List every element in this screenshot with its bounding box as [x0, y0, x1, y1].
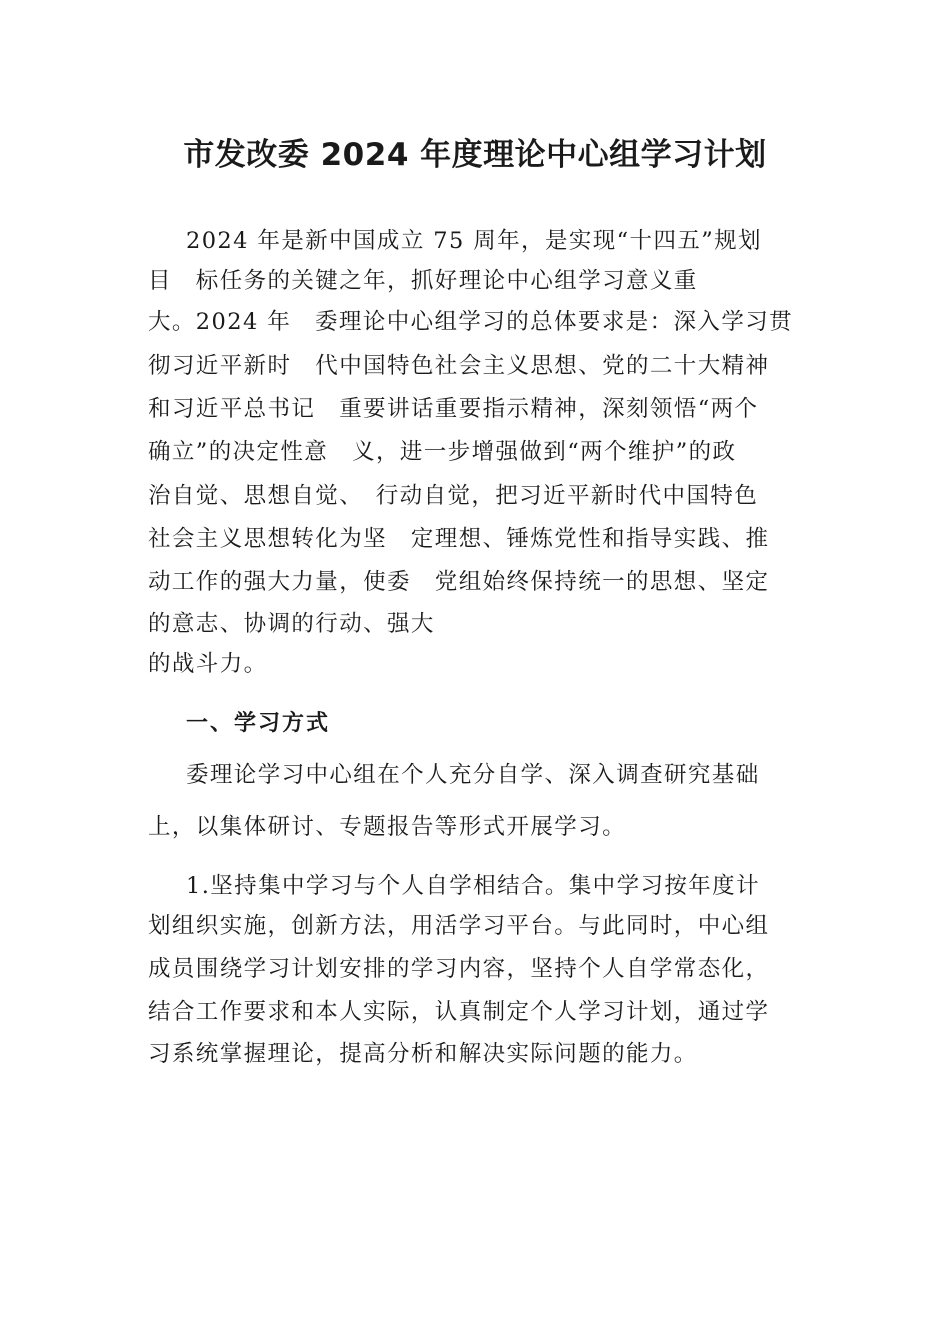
paragraph-line: 1.坚持集中学习与个人自学相结合。集中学习按年度计 [186, 873, 760, 899]
paragraph-line: 成员围绕学习计划安排的学习内容，坚持个人自学常态化， [148, 956, 770, 982]
paragraph-line: 习系统掌握理论，提高分析和解决实际问题的能力。 [148, 1041, 698, 1067]
intro-line: 社会主义思想转化为坚 定理想、锤炼党性和指导实践、推 [148, 526, 770, 552]
intro-line: 大。2024 年 委理论中心组学习的总体要求是：深入学习贯 [148, 309, 794, 335]
intro-line: 的意志、协调的行动、强大 [148, 611, 435, 637]
intro-line: 的战斗力。 [148, 651, 268, 677]
intro-line: 2024 年是新中国成立 75 周年，是实现“十四五”规划 [186, 228, 762, 254]
intro-line: 和习近平总书记 重要讲话重要指示精神，深刻领悟“两个 [148, 396, 759, 422]
paragraph-line: 委理论学习中心组在个人充分自学、深入调查研究基础 [186, 762, 760, 788]
intro-line: 动工作的强大力量，使委 党组始终保持统一的思想、坚定 [148, 569, 770, 595]
intro-line: 治自觉、思想自觉、 行动自觉，把习近平新时代中国特色 [148, 483, 759, 509]
intro-line: 目 标任务的关键之年，抓好理论中心组学习意义重 [148, 268, 698, 294]
paragraph-line: 划组织实施，创新方法，用活学习平台。与此同时，中心组 [148, 913, 770, 939]
paragraph-line: 结合工作要求和本人实际，认真制定个人学习计划，通过学 [148, 999, 770, 1025]
intro-line: 确立”的决定性意 义，进一步增强做到“两个维护”的政 [148, 439, 737, 465]
section-heading: 一、学习方式 [186, 711, 331, 736]
paragraph-line: 上，以集体研讨、专题报告等形式开展学习。 [148, 814, 627, 840]
document-title: 市发改委 2024 年度理论中心组学习计划 [183, 137, 767, 173]
intro-line: 彻习近平新时 代中国特色社会主义思想、党的二十大精神 [148, 353, 770, 379]
